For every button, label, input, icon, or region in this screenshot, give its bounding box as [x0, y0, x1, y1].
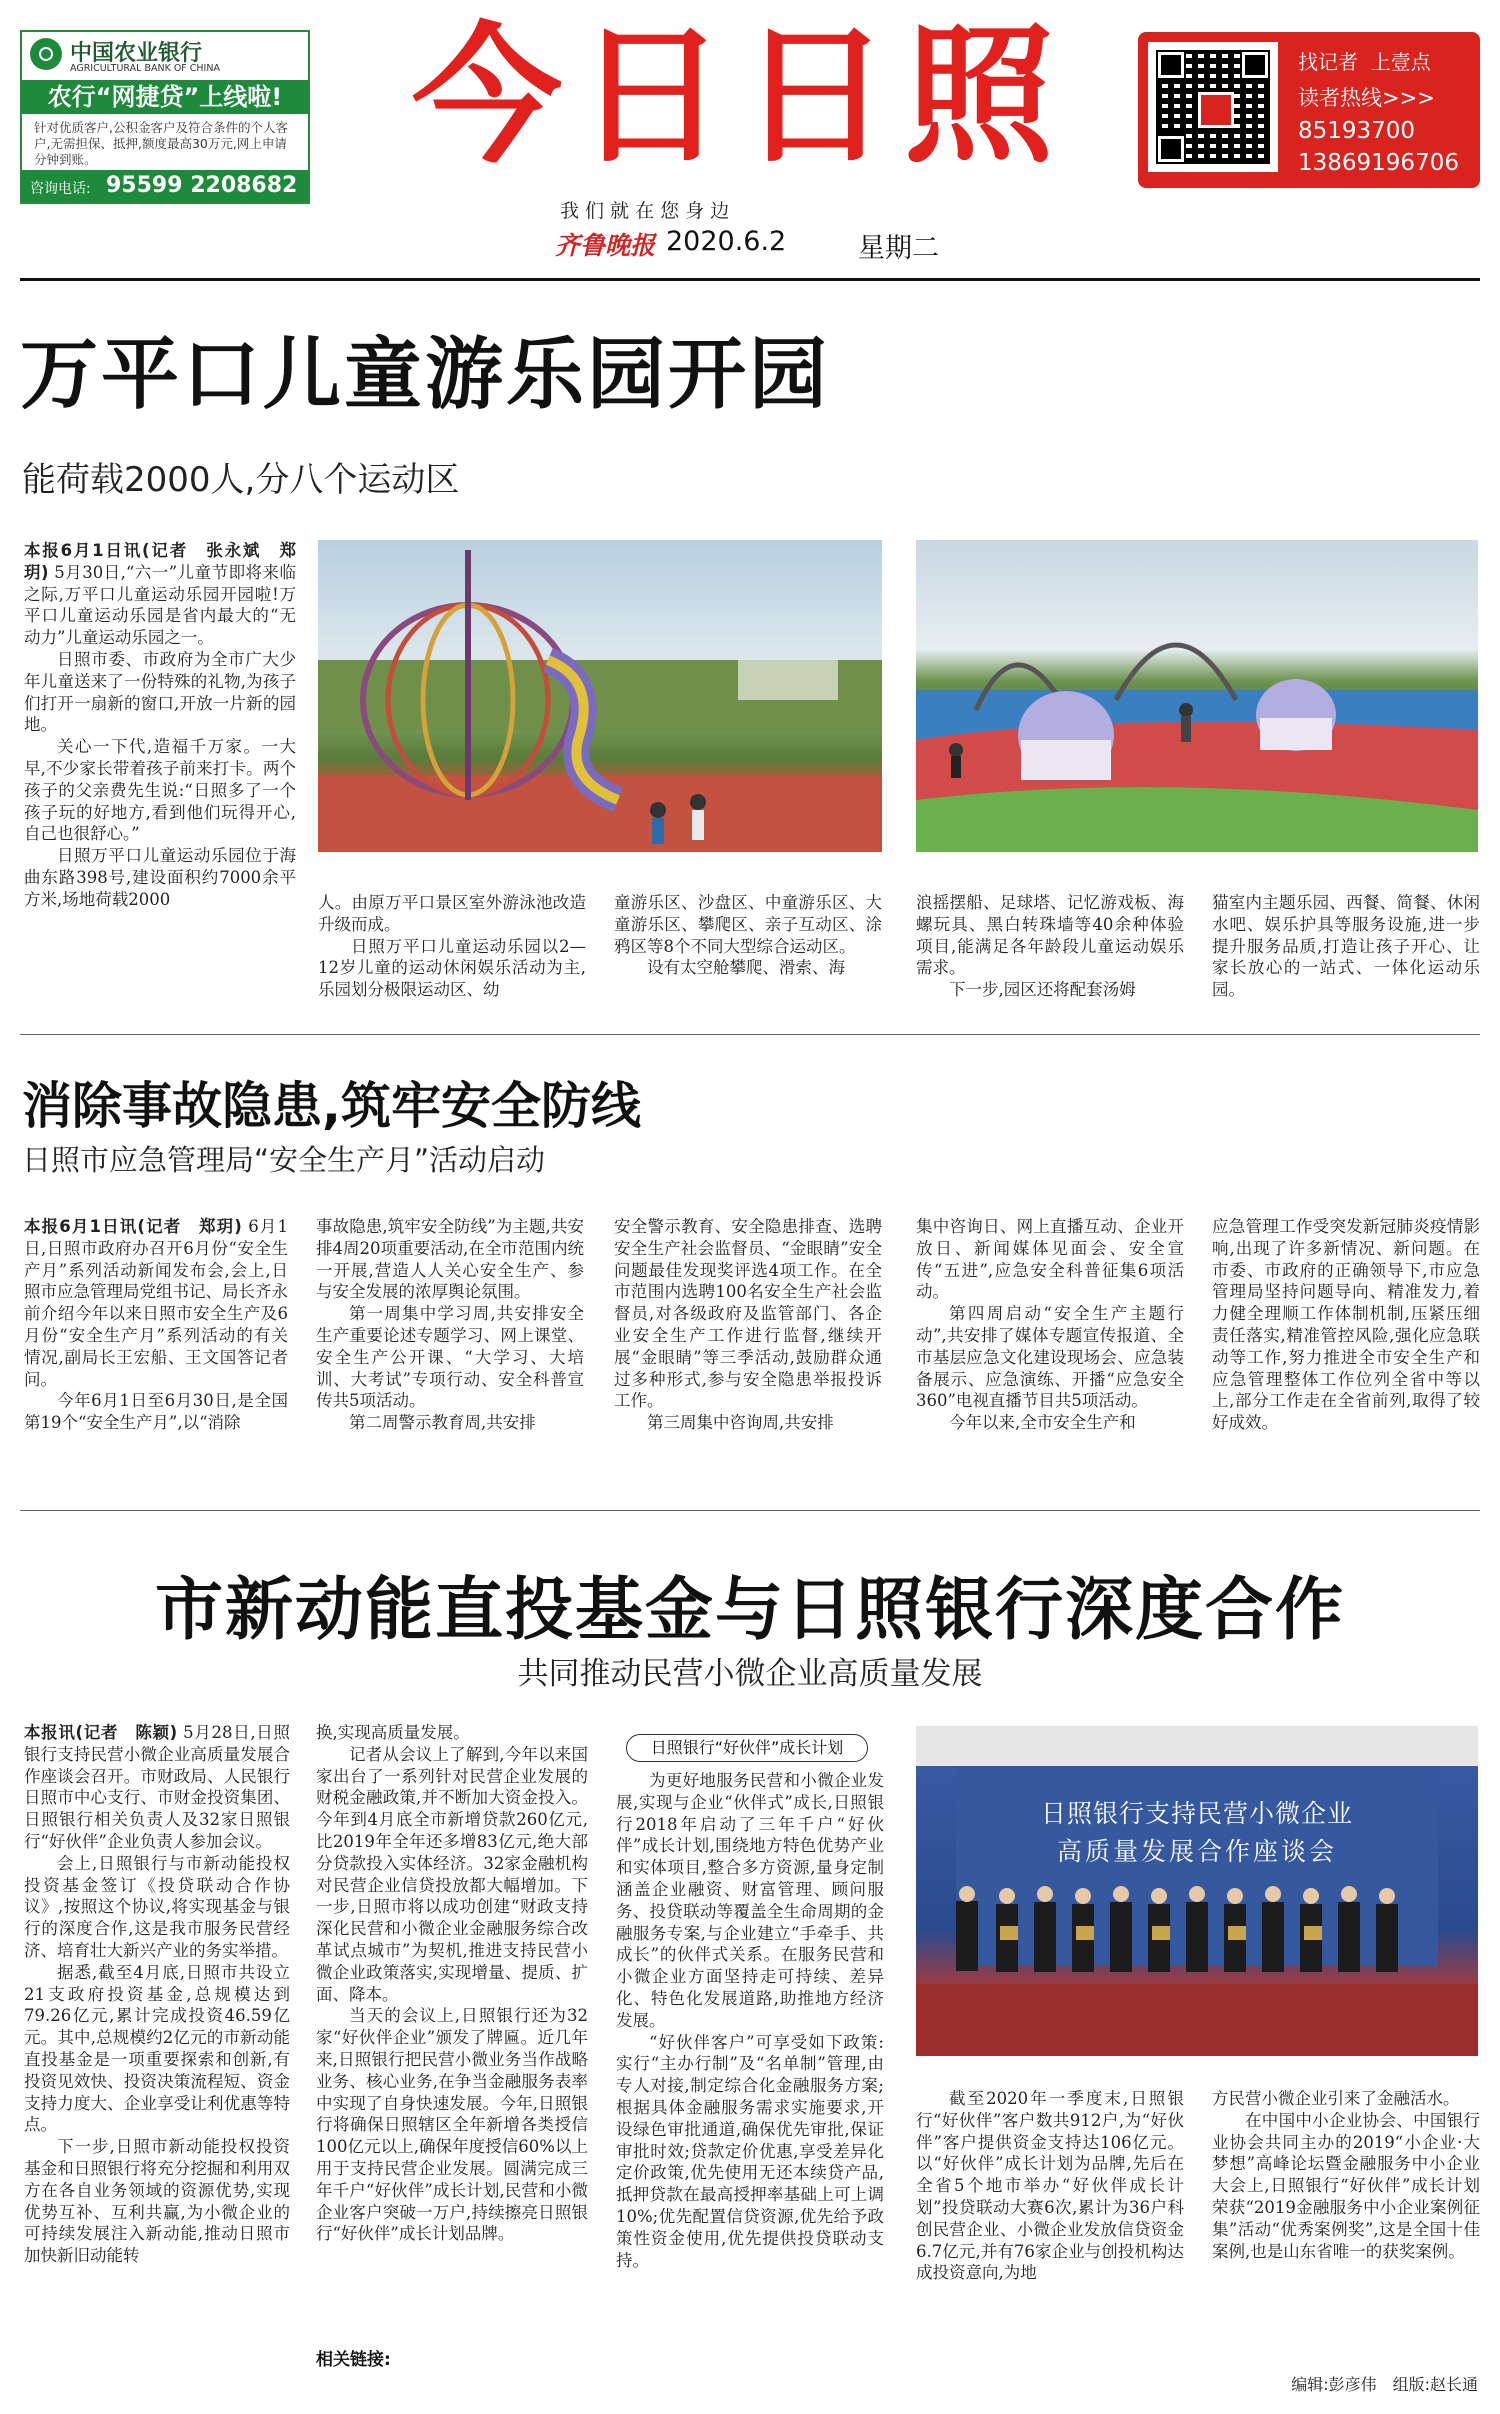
article3-col5: 方民营小微企业引来了金融活水。 在中国中小企业协会、中国银行业协会共同主办的2019“小企业·大梦想”高峰论坛暨金融服务中小企业大会上,日照银行“好伙伴”成长计划荣获“2019金融服务中小企业案例征集”活动“优秀案例奖”,这是全国十佳案例,也是山东省唯一的获奖案例。: [1212, 2089, 1480, 2261]
article3-col2: 换,实现高质量发展。 记者从会议上了解到,今年以来国家出台了一系列针对民营企业发展的财税金融政策,并不断加大资金投入。今年到4月底全市新增贷款260亿元,比2019年全年还多增83亿元,绝大部分贷款投入实体经济。32家金融机构对民营企业信贷投放都大幅增加。下一步,日照市将以成功创建“财政支持深化民营和小微企业金融服务综合改革试点城市”为契机,推进支持民营小微企业政策落实,实现增量、提质、扩面、降本。 当天的会议上,日照银行还为32家“好伙伴企业”颁发了牌匾。近几年来,日照银行把民营小微业务当作战略业务、核心业务,在争当金融服务表率中实现了自身快速发展。今年,日照银行将确保日照辖区全年新增各类授信100亿元以上,确保年度授信60%以上用于支持民营企业发展。圆满完成三年千户“好伙伴”成长计划,民营和小微企业客户突破一万户,持续擦亮日照银行“好伙伴”成长计划品牌。: [316, 1723, 588, 2244]
ad-description: 针对优质客户,公积金客户及符合条件的个人客户,无需担保、抵押,额度最高30万元,网上申请分钟到账。: [34, 120, 288, 167]
ad-phone-label: 咨询电话:: [30, 181, 91, 197]
meeting-banner-line1: 日照银行支持民营小微企业: [1040, 1799, 1353, 1828]
dateline-2: 本报6月1日讯(记者 郑玥): [24, 1217, 242, 1236]
article2-col4: 集中咨询日、网上直播互动、企业开放日、新闻媒体见面会、安全宣传“五进”,应急安全科普征集6项活动。 第四周启动“安全生产主题行动”,共安排了媒体专题宣传报道、全市基层应急文化建设现场会、应急装备展示、应急演练、开播“应急安全360”电视直播节目共5项活动。 今年以来,全市安全生产和: [916, 1217, 1184, 1433]
bank-name: 中国农业银行: [70, 41, 203, 66]
subhead-1: 能荷载2000人,分八个运动区: [22, 460, 460, 500]
hotline-phone2[interactable]: 13869196706: [1298, 150, 1459, 176]
masthead-tagline: 我 们 就 在 您 身 边: [560, 200, 730, 222]
qr-code-icon[interactable]: [1148, 42, 1278, 172]
header-rule: [20, 278, 1480, 281]
article1-col2: 人。由原万平口景区室外游泳池改造升级而成。 日照万平口儿童运动乐园以2—12岁儿童的运动休闲娱乐活动为主,乐园划分极限运动区、幼: [318, 893, 586, 1000]
headline-2: 消除事故隐患,筑牢安全防线: [22, 1077, 641, 1135]
paper-name: 齐鲁晚报: [555, 231, 656, 260]
article3-col3: 为更好地服务民营和小微企业发展,实现与企业“伙伴式”成长,日照银行2018年启动了三年千户“好伙伴”成长计划,围绕地方特色优势产业和实体项目,整合多方资源,量身定制涵盖企业融资、财富管理、顾问服务、投贷联动等覆盖全生命周期的金融服务专案,与企业建立“手牵手、共成长”的伙伴式关系。在服务民营和小微企业方面坚持走可持续、差异化、特色化发展道路,助推地方经济发展。 “好伙伴客户”可享受如下政策:实行“主办行制”及“名单制”管理,由专人对接,制定综合化金融服务方案;根据具体金融服务需求实施要求,开设绿色审批通道,确保优先审批,保证审批时效;贷款定价优惠,享受差异化定价政策,优先使用无还本续贷产品,抵押贷款在最高授押率基础上可上调10%;优先配置信贷资源,优先给予政策性资金使用,优先提供投贷联动支持。: [616, 1771, 884, 2270]
article1-col4: 浪摇摆船、足球塔、记忆游戏板、海螺玩具、黑白转珠墙等40余种体验项目,能满足各年龄段儿童运动娱乐需求。 下一步,园区还将配套汤姆: [916, 893, 1184, 1000]
ad-phone-bar: [22, 170, 308, 202]
dateline-3: 本报讯(记者 陈颖): [24, 1723, 178, 1742]
section-divider-1: [20, 1034, 1480, 1035]
article2-col5: 应急管理工作受突发新冠肺炎疫情影响,出现了许多新情况、新问题。在市委、市政府的正确领导下,市应急管理局坚持问题导向、精准发力,着力健全理顺工作体制机制,压紧压细责任落实,精准管控风险,强化应急联动等工作,努力推进全市安全生产和应急管理整体工作位列全省中等以上,部分工作走在全省前列,取得了较好成效。: [1212, 1217, 1480, 1433]
ad-slogan: 农行“网捷贷”上线啦!: [22, 80, 308, 114]
article1-col5: 猫室内主题乐园、西餐、简餐、休闲水吧、娱乐护具等服务设施,进一步提升服务品质,打造让孩子开心、让家长放心的一站式、一体化运动乐园。: [1212, 893, 1480, 1000]
masthead-title: 今日日照: [411, 10, 1068, 184]
abc-logo-icon: [30, 38, 62, 70]
subhead-3: 共同推动民营小微企业高质量发展: [517, 1656, 983, 1692]
related-link-label: 相关链接:: [316, 2350, 391, 2370]
hotline-phone1[interactable]: 85193700: [1298, 118, 1416, 144]
playground-photo-right: [916, 540, 1478, 852]
headline-3: 市新动能直投基金与日照银行深度合作: [154, 1571, 1345, 1650]
headline-1: 万平口儿童游乐园开园: [20, 330, 831, 420]
hotline-line1: 找记者 上壹点: [1298, 50, 1431, 74]
article1-col1: 本报6月1日讯(记者 张永斌 郑玥) 5月30日,“六一”儿童节即将来临之际,万平口儿童运动乐园开园啦!万平口儿童运动乐园是省内最大的“无动力”儿童运动乐园之一。 日照市委、市政府为全市广大少年儿童送来了一份特殊的礼物,为孩子们打开一扇新的窗口,开放一片新的园地。 关心一下代,造福千万家。一大早,不少家长带着孩子前来打卡。两个孩子的父亲费先生说:“日照多了一个孩子玩的好地方,看到他们玩得开心,自己也很舒心。” 日照万平口儿童运动乐园位于海曲东路398号,建设面积约7000余平方米,场地荷载2000: [24, 541, 296, 909]
section-divider-2: [20, 1510, 1480, 1511]
bank-name-en: AGRICULTURAL BANK OF CHINA: [70, 63, 220, 74]
bank-meeting-photo: [916, 1726, 1478, 2056]
footer-credits: 编辑:彭彦伟 组版:赵长通: [1291, 2375, 1478, 2394]
article3-col1: 本报讯(记者 陈颖) 5月28日,日照银行支持民营小微企业高质量发展合作座谈会召开。市财政局、人民银行日照市中心支行、市财金投资集团、日照银行相关负责人及32家日照银行“好伙伴”企业负责人参加会议。 会上,日照银行与市新动能投权投资基金签订《投贷联动合作协议》,按照这个协议,将实现基金与银行的深度合作,这是我市服务民营经济、培育壮大新兴产业的务实举措。 据悉,截至4月底,日照市共设立21支政府投资基金,总规模达到79.26亿元,累计完成投资46.59亿元。其中,总规模约2亿元的市新动能直投基金是一项重要探索和创新,有投资见效快、投资决策流程短、资金支持力度大、企业享受让利优惠等特点。 下一步,日照市新动能投权投资基金和日照银行将充分挖掘和利用双方在各自业务领域的资源优势,实现优势互补、互利共赢,为小微企业的可持续发展注入新动能,推动日照市加快新旧动能转: [24, 1723, 290, 2266]
issue-date: 2020.6.2: [666, 226, 787, 257]
issue-weekday: 星期二: [858, 233, 939, 264]
meeting-banner-line2: 高质量发展合作座谈会: [1056, 1837, 1337, 1866]
article3-col4: 截至2020年一季度末,日照银行“好伙伴”客户数共912户,为“好伙伴”客户提供资金支持达106亿元。以“好伙伴”成长计划为品牌,先后在全省5个地市举办“好伙伴成长计划”投贷联动大赛6次,累计为36户科创民营企业、小微企业发放信贷资金6.7亿元,并有76家企业与创投机构达成投资意向,为地: [916, 2089, 1184, 2283]
hotline-line2: 读者热线>>>: [1298, 86, 1435, 110]
dateline-1: 本报6月1日讯(记者 张永斌 郑玥): [24, 541, 296, 582]
bank-ad[interactable]: [20, 30, 310, 204]
article2-col3: 安全警示教育、安全隐患排查、选聘安全生产社会监督员、“金眼睛”安全问题最佳发现奖评选4项工作。在全市范围内选聘100名安全生产社会监督员,对各级政府及监管部门、各企业安全生产工作进行监督,继续开展“金眼睛”等三季活动,鼓励群众通过多种形式,参与安全隐患举报投诉工作。 第三周集中咨询周,共安排: [614, 1217, 882, 1433]
growth-plan-box-title: 日照银行“好伙伴”成长计划: [626, 1734, 868, 1762]
ad-phone: 95599 2208682: [106, 173, 298, 198]
article2-col1: 本报6月1日讯(记者 郑玥) 6月1日,日照市政府办召开6月份“安全生产月”系列活动新闻发布会,会上,日照市应急管理局党组书记、局长齐永前介绍今年以来日照市安全生产及6月份“安全生产月”系列活动的有关情况,副局长王宏船、王文国答记者问。 今年6月1日至6月30日,是全国第19个“安全生产月”,以“消除: [24, 1217, 288, 1433]
playground-photo-left: [318, 540, 882, 852]
article2-col2: 事故隐患,筑牢安全防线”为主题,共安排4周20项重要活动,在全市范围内统一开展,营造人人关心安全生产、参与安全发展的浓厚舆论氛围。 第一周集中学习周,共安排安全生产重要论述专题学习、网上课堂、安全生产公开课、“大学习、大培训、大考试”专项行动、安全科普宣传共5项活动。 第二周警示教育周,共安排: [316, 1217, 584, 1433]
subhead-2: 日照市应急管理局“安全生产月”活动启动: [22, 1143, 546, 1177]
article1-col3: 童游乐区、沙盘区、中童游乐区、大童游乐区、攀爬区、亲子互动区、涂鸦区等8个不同大型综合运动区。 设有太空舱攀爬、滑索、海: [614, 893, 882, 978]
